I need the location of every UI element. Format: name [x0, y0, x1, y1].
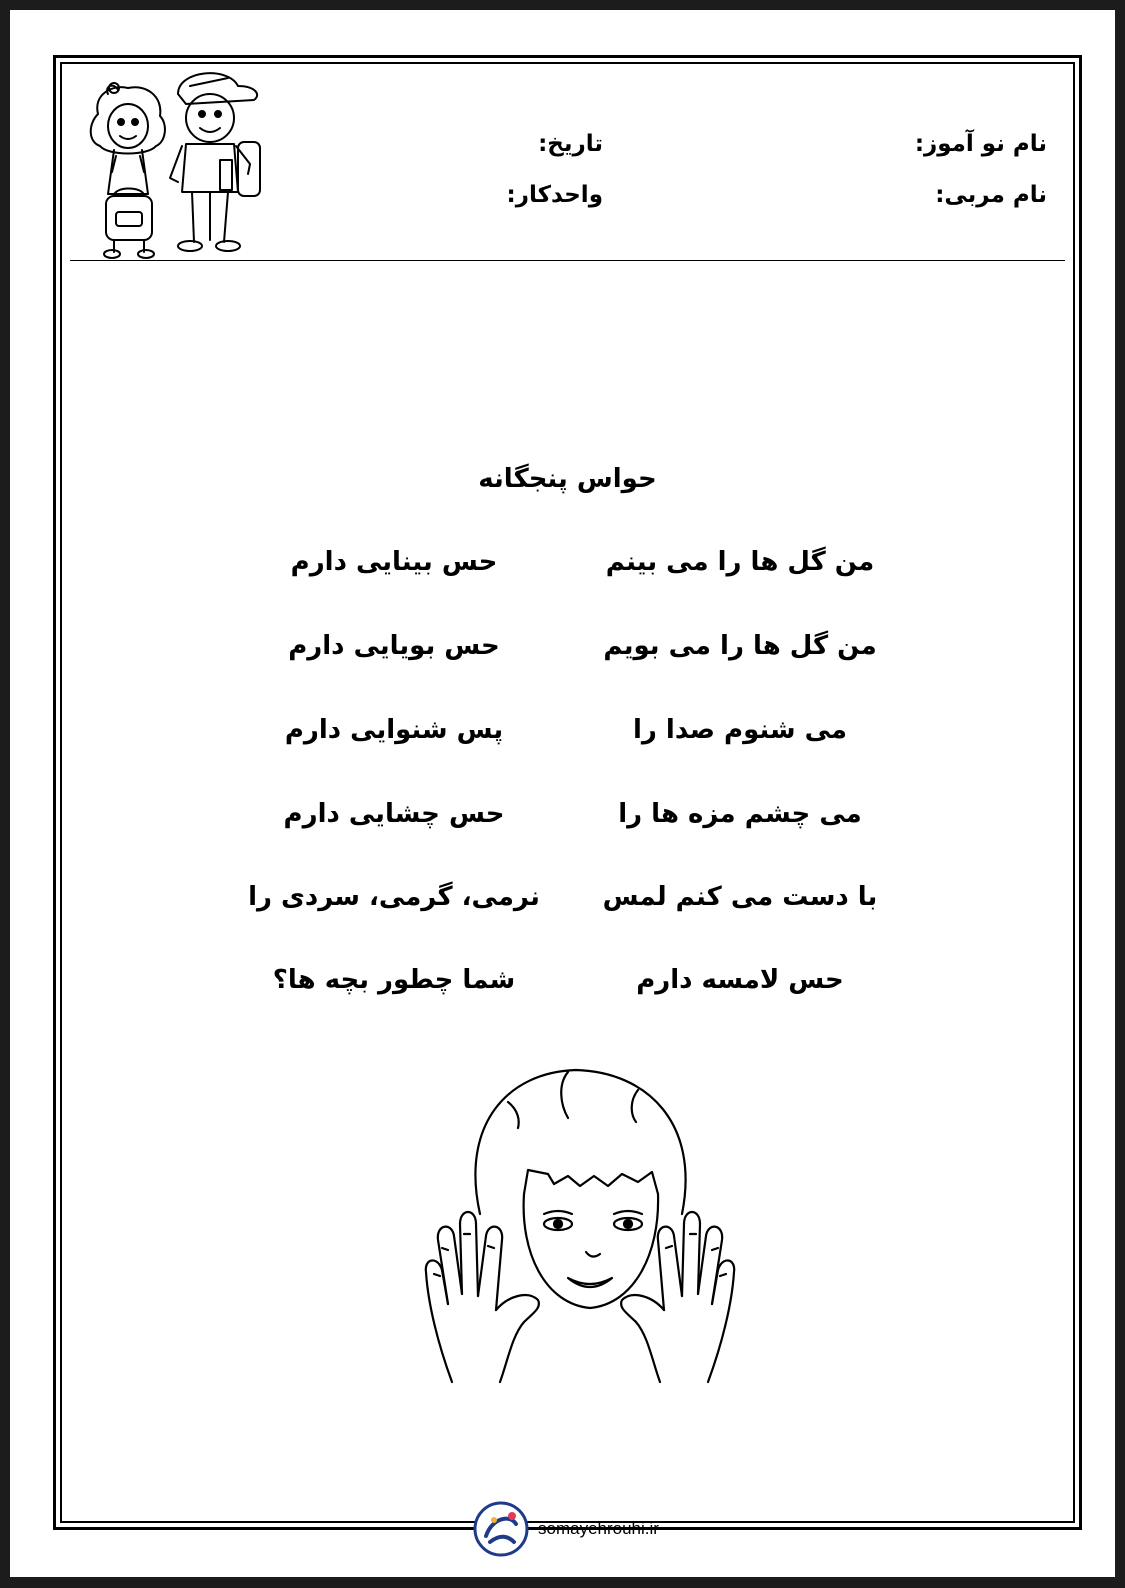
site-logo-icon: [472, 1500, 530, 1558]
poem-line-1-left: حس بینایی دارم: [290, 547, 498, 577]
poem-line-2-left: حس بویایی دارم: [288, 631, 500, 661]
date-label: تاریخ:: [538, 131, 603, 157]
poem-line-3-left: پس شنوایی دارم: [284, 715, 504, 745]
girl-hands-face-illustration: [408, 1064, 752, 1394]
worksheet-title: حواس پنجگانه: [478, 464, 657, 494]
poem-line-3-right: می شنوم صدا را: [632, 715, 848, 745]
header-divider: [70, 260, 1065, 261]
unit-label: واحدکار:: [506, 182, 603, 208]
website-url[interactable]: somayehrouhi.ir: [538, 1519, 659, 1538]
poem-line-4-right: می چشم مزه ها را: [618, 799, 862, 829]
poem-line-4-left: حس چشایی دارم: [283, 799, 505, 829]
teacher-name-label: نام مربی:: [935, 182, 1047, 208]
poem-line-6-right: حس لامسه دارم: [636, 965, 844, 995]
page-border: [53, 55, 1082, 1530]
poem-line-1-right: من گل ها را می بینم: [605, 547, 875, 577]
school-kids-illustration: [78, 64, 268, 260]
poem-line-2-right: من گل ها را می بویم: [603, 631, 877, 661]
footer-branding: [472, 1498, 659, 1560]
student-name-label: نام نو آموز:: [914, 131, 1047, 157]
page-border-inner: [60, 62, 1075, 1523]
worksheet-page: [10, 10, 1115, 1577]
poem-line-5-left: نرمی، گرمی، سردی را: [248, 882, 540, 912]
poem-line-5-right: با دست می کنم لمس: [602, 882, 878, 912]
poem-line-6-left: شما چطور بچه ها؟: [272, 965, 516, 995]
